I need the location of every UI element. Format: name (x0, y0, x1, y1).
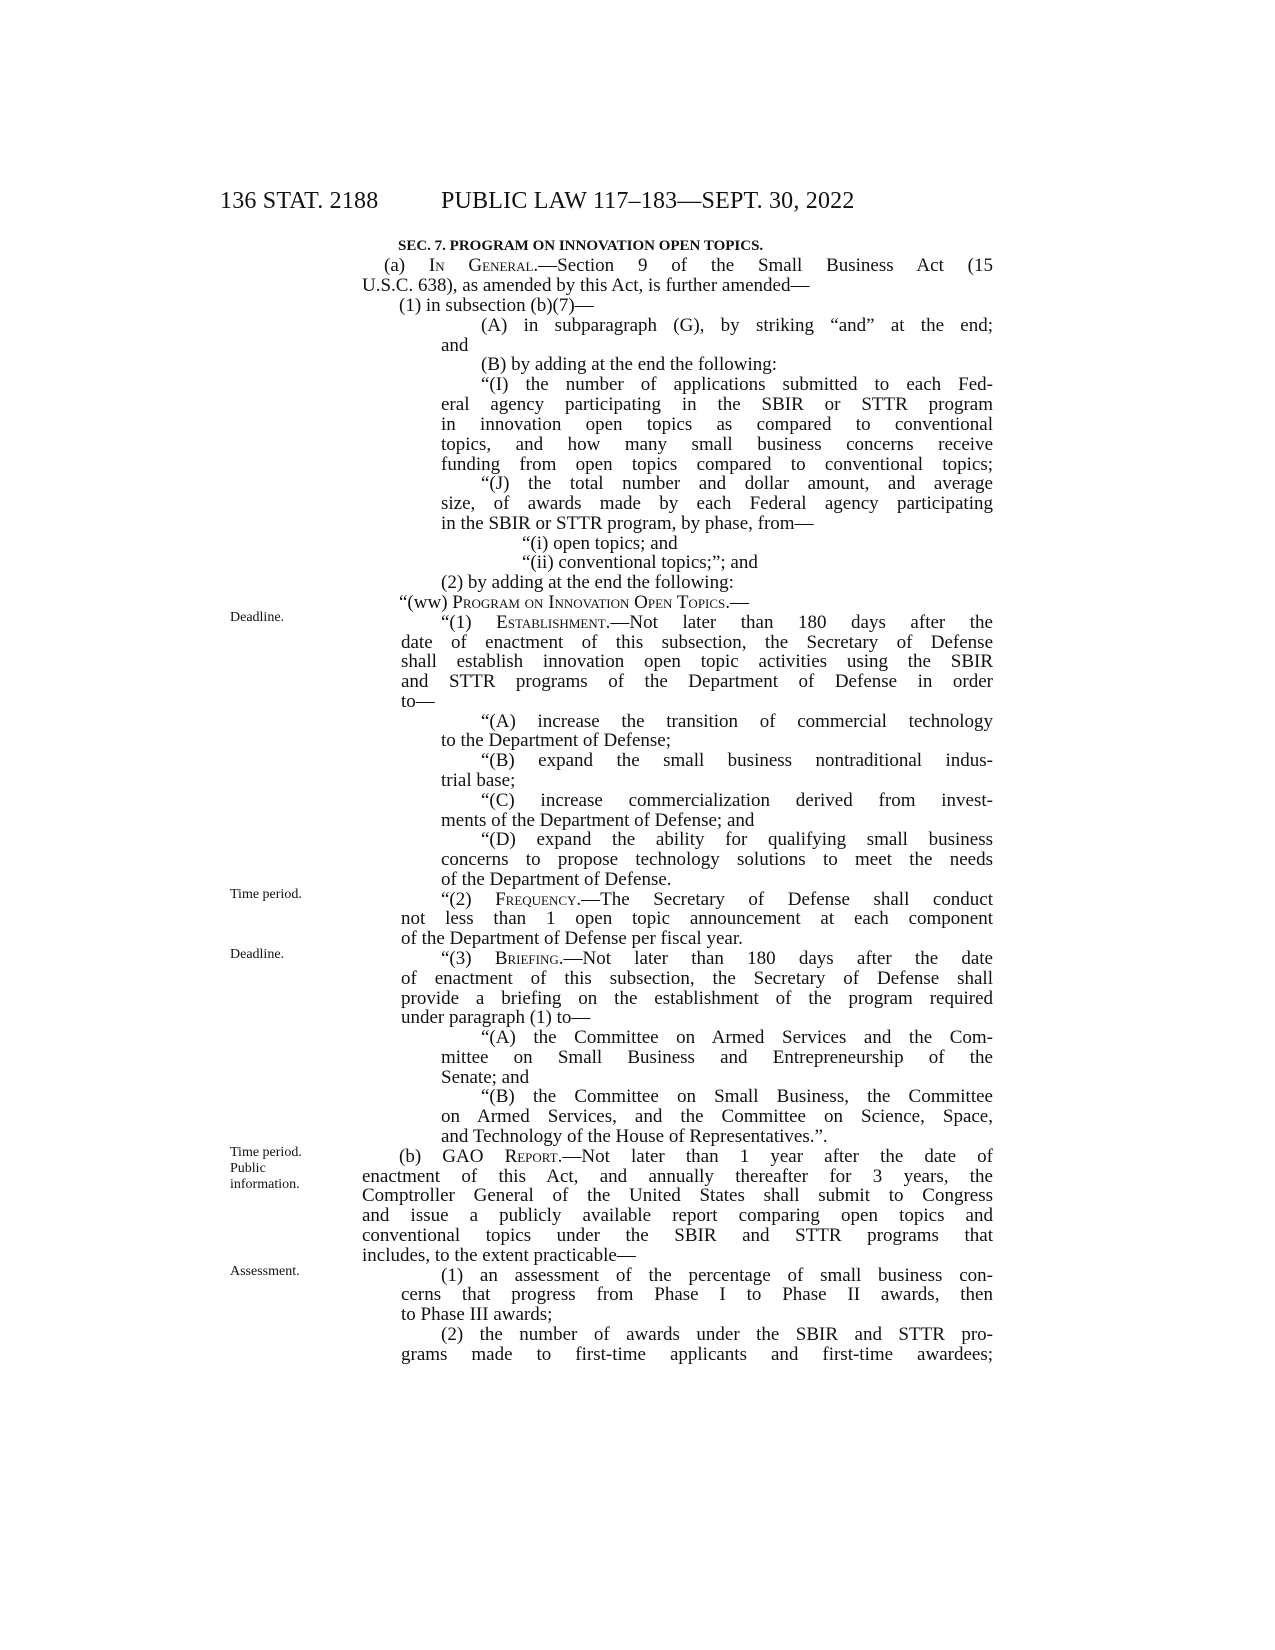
text-line: “(1) Establishment.—Not later than 180 days after the (441, 612, 993, 633)
paragraph-heading: Briefing (494, 948, 559, 969)
text-line: (2) the number of awards under the SBIR and STTR pro- (441, 1324, 993, 1345)
text-line: cerns that progress from Phase I to Phase II awards, then (401, 1284, 993, 1305)
text-line: “(A) the Committee on Armed Services and the Com- (481, 1027, 993, 1048)
margin-note-public: Public (230, 1161, 266, 1176)
text-line: (A) in subparagraph (G), by striking “and” at the end; (481, 315, 993, 336)
text-line: of the Department of Defense per fiscal year. (401, 928, 743, 949)
text-line: shall establish innovation open topic activities using the SBIR (401, 651, 993, 672)
margin-note-assessment: Assessment. (230, 1264, 300, 1279)
text-line: “(C) increase commercialization derived from invest- (481, 790, 993, 811)
text-line: enactment of this Act, and annually thereafter for 3 years, the (362, 1166, 993, 1187)
text-line: not less than 1 open topic announcement at each component (401, 908, 993, 929)
text-line: (a) In General.—Section 9 of the Small Business Act (15 (384, 255, 993, 276)
section-heading: SEC. 7. PROGRAM ON INNOVATION OPEN TOPICS. (398, 238, 764, 254)
text-line: “(i) open topics; and (522, 533, 678, 554)
text-line: in innovation open topics as compared to conventional (441, 414, 993, 435)
text-line: topics, and how many small business concerns receive (441, 434, 993, 455)
text-line: grams made to first-time applicants and first-time awardees; (401, 1344, 993, 1365)
subsection-heading: In General (428, 255, 534, 276)
text-line: (1) an assessment of the percentage of small business con- (441, 1265, 993, 1286)
text-line: (b) GAO Report.—Not later than 1 year after the date of (399, 1146, 993, 1167)
text-line: ments of the Department of Defense; and (441, 810, 755, 831)
stat-page-number: 136 STAT. 2188 (220, 188, 379, 214)
text-line: concerns to propose technology solutions to meet the needs (441, 849, 993, 870)
text-line: and Technology of the House of Representatives.”. (441, 1126, 828, 1147)
text-line: “(ii) conventional topics;”; and (522, 552, 758, 573)
text-line: conventional topics under the SBIR and STTR programs that (362, 1225, 993, 1246)
text-line: funding from open topics compared to conventional topics; (441, 454, 993, 475)
margin-note-deadline: Deadline. (230, 610, 285, 625)
text-line: size, of awards made by each Federal agency participating (441, 493, 993, 514)
margin-note-time-period: Time period. (230, 1145, 302, 1160)
text-line: to Phase III awards; (401, 1304, 553, 1325)
text-line: trial base; (441, 770, 516, 791)
text-line: “(2) Frequency.—The Secretary of Defense shall conduct (441, 889, 993, 910)
subsection-heading: Program on Innovation Open Topics (452, 592, 726, 613)
text-line: of enactment of this subsection, the Secretary of Defense shall (401, 968, 993, 989)
text-line: “(J) the total number and dollar amount, and average (481, 473, 993, 494)
text-line: Comptroller General of the United States shall submit to Congress (362, 1185, 993, 1206)
subsection-heading: Report (504, 1146, 558, 1167)
text-line: “(D) expand the ability for qualifying small business (481, 829, 993, 850)
text-line: “(A) increase the transition of commercial technology (481, 711, 993, 732)
text-line: of the Department of Defense. (441, 869, 672, 890)
text-line: in the SBIR or STTR program, by phase, from— (441, 513, 814, 534)
text-line: on Armed Services, and the Committee on Science, Space, (441, 1106, 993, 1127)
paragraph-heading: Frequency (495, 889, 577, 910)
text-line: U.S.C. 638), as amended by this Act, is further amended— (362, 275, 810, 296)
text-line: and issue a publicly available report comparing open topics and (362, 1205, 993, 1226)
running-header-title: PUBLIC LAW 117–183—SEPT. 30, 2022 (441, 188, 855, 214)
text-line: provide a briefing on the establishment of the program required (401, 988, 993, 1009)
text-line: includes, to the extent practicable— (362, 1245, 636, 1266)
margin-note-information: information. (230, 1177, 300, 1192)
text-line: and STTR programs of the Department of Defense in order (401, 671, 993, 692)
text-line: to the Department of Defense; (441, 730, 672, 751)
margin-note-deadline: Deadline. (230, 947, 285, 962)
text-line: and (441, 335, 469, 356)
text-line: date of enactment of this subsection, the Secretary of Defense (401, 632, 993, 653)
text-line: (B) by adding at the end the following: (481, 354, 778, 375)
text-line: “(3) Briefing.—Not later than 180 days after the date (441, 948, 993, 969)
text-line: “(ww) Program on Innovation Open Topics.— (399, 592, 750, 613)
text-line: (2) by adding at the end the following: (441, 572, 734, 593)
margin-note-time-period: Time period. (230, 887, 302, 902)
text-line: “(B) the Committee on Small Business, the Committee (481, 1086, 993, 1107)
text-line: “(I) the number of applications submitted to each Fed- (481, 374, 993, 395)
text-line: (1) in subsection (b)(7)— (399, 295, 594, 316)
text-line: mittee on Small Business and Entrepreneurship of the (441, 1047, 993, 1068)
paragraph-heading: Establishment (496, 612, 606, 633)
text-line: Senate; and (441, 1067, 530, 1088)
text-line: under paragraph (1) to— (401, 1007, 591, 1028)
text-line: eral agency participating in the SBIR or STTR program (441, 394, 993, 415)
text-line: to— (401, 691, 435, 712)
text-line: “(B) expand the small business nontraditional indus- (481, 750, 993, 771)
